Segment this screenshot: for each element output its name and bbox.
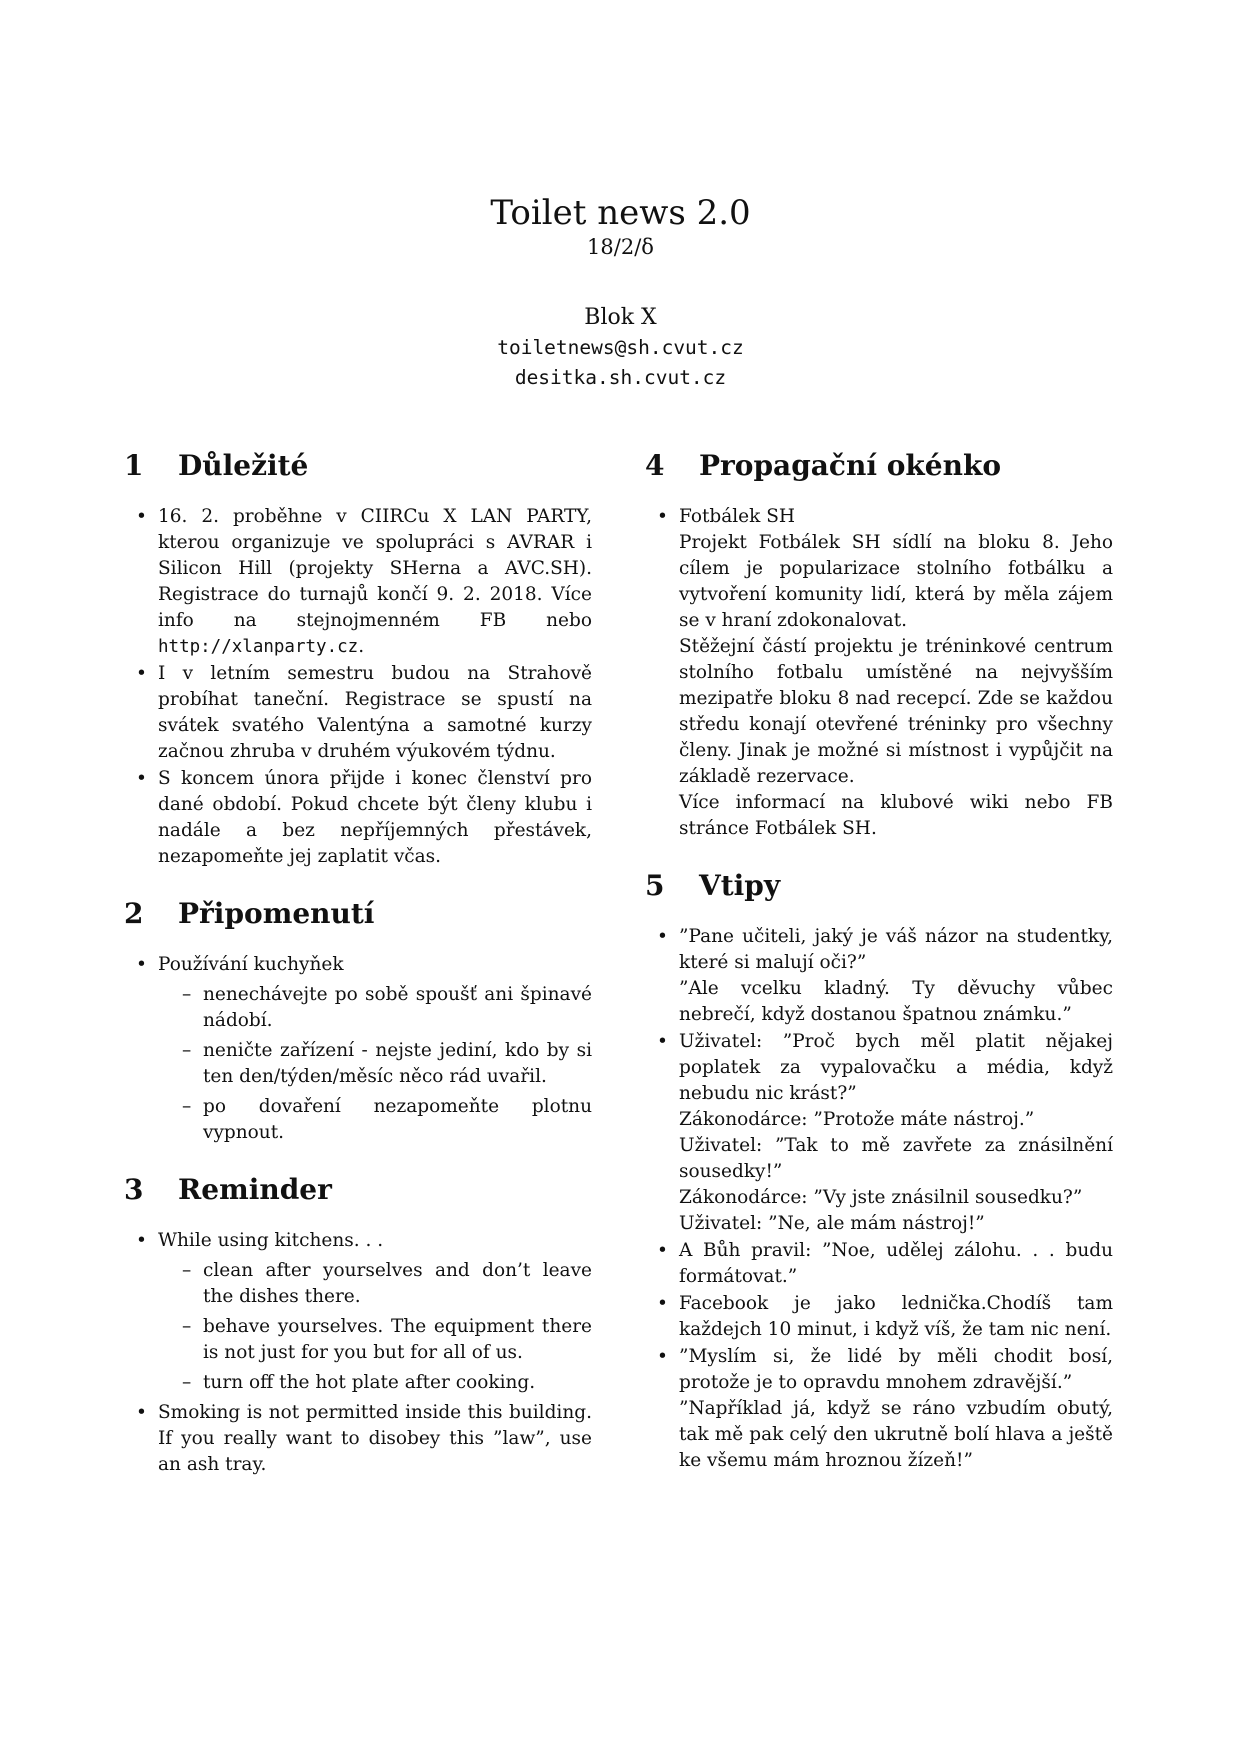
sub-item: – turn off the hot plate after cooking.: [158, 1370, 592, 1396]
list-item: [124, 661, 592, 765]
joke-line: Uživatel: ”Tak to mě zavřete za znásilnění sousedky!”: [679, 1135, 1113, 1182]
sub-item: – po dovaření nezapomeňte plotnu vypnout.: [158, 1094, 592, 1146]
section-number: 1: [124, 449, 144, 482]
joke-line: ”Ale vcelku kladný. Ty děvuchy vůbec nebrečí, když dostanou špatnou známku.”: [679, 978, 1113, 1025]
joke-line: Zákonodárce: ”Vy jste znásilnil sousedku?”: [679, 1187, 1083, 1208]
section-propagacni-okenko: [645, 448, 1113, 842]
item-list: [645, 924, 1113, 1474]
joke-line: Zákonodárce: ”Protože máte nástroj.”: [679, 1109, 1035, 1130]
author-email[interactable]: toiletnews@sh.cvut.cz: [497, 336, 744, 359]
doc-date: 18/2/δ: [587, 235, 654, 259]
item-text: Používání kuchyňek: [158, 954, 344, 975]
title-block: [0, 192, 1241, 260]
section-number: 5: [645, 869, 665, 902]
sub-item: – nenechávejte po sobě spoušť ani špinavé nádobí.: [158, 982, 592, 1034]
joke-line: Uživatel: ”Ne, ale mám nástroj!”: [679, 1213, 985, 1234]
joke-line: Facebook je jako lednička.Chodíš tam každejch 10 minut, i když víš, že tam nic není.: [679, 1293, 1113, 1340]
sub-list: [158, 982, 592, 1146]
author-name: Blok X: [584, 305, 657, 330]
joke-line: • ”Myslím si, že lidé by měli chodit bosí, protože je to opravdu mnohem zdravější.”: [679, 1346, 1113, 1393]
section-title: Vtipy: [699, 869, 781, 902]
section-number: 2: [124, 897, 144, 930]
joke-line: ”Například já, když se ráno vzbudím obutý, tak mě pak celý den ukrutně bolí hlava a ještě ke všemu mám hroznou žízeň!”: [679, 1398, 1113, 1471]
item-text: Smoking is not permitted inside this building. If you really want to disobey this ”law”, use an ash tray.: [158, 1402, 592, 1475]
joke-line: A Bůh pravil: ”Noe, udělej zálohu. . . budu formátovat.”: [679, 1240, 1113, 1287]
list-item: [124, 766, 592, 870]
list-item: [124, 1228, 592, 1396]
section-title: Důležité: [178, 449, 309, 482]
sub-item: – behave yourselves. The equipment there is not just for you but for all of us.: [158, 1314, 592, 1366]
doc-title: Toilet news 2.0: [490, 193, 751, 233]
section-reminder: [124, 1172, 592, 1478]
section-heading: [645, 448, 1113, 484]
joke-line: • Uživatel: ”Proč bych měl platit nějakej poplatek za vypalovačku a média, když nebudu nic krást?”: [679, 1031, 1113, 1104]
section-heading: [645, 868, 1113, 904]
section-number: 3: [124, 1173, 144, 1206]
item-paragraph: Projekt Fotbálek SH sídlí na bloku 8. Jeho cílem je popularizace stolního fotbálku a vytvoření komunity lidí, která by měla zájem se v hraní zdokonalovat.: [679, 532, 1113, 631]
author-block: [0, 303, 1241, 393]
item-text: I v letním semestru budou na Strahově probíhat taneční. Registrace se spustí na svátek svatého Valentýna a samotné kurzy začnou zhruba v druhém výukovém týdnu.: [158, 663, 592, 762]
sub-list: [158, 1258, 592, 1396]
item-list: [124, 952, 592, 1146]
section-heading: [124, 448, 592, 484]
section-title: Reminder: [178, 1173, 332, 1206]
item-heading: • Fotbálek SH: [679, 506, 796, 527]
item-text: S koncem února přijde i konec členství pro dané období. Pokud chcete být členy klubu i nadále a bez nepříjemných přestávek, nezapomeňte jej zaplatit včas.: [158, 768, 592, 867]
list-item: [645, 1291, 1113, 1343]
list-item: [645, 504, 1113, 842]
item-end: .: [358, 636, 365, 657]
author-web[interactable]: desitka.sh.cvut.cz: [514, 366, 727, 389]
item-text: While using kitchens. . .: [158, 1230, 384, 1251]
item-list: [124, 504, 592, 870]
section-heading: [124, 1172, 592, 1208]
item-paragraph: Více informací na klubové wiki nebo FB stránce Fotbálek SH.: [679, 792, 1113, 839]
section-pripomenuti: [124, 896, 592, 1146]
joke-line: • ”Pane učiteli, jaký je váš názor na studentky, které si malují oči?”: [679, 926, 1113, 973]
list-item: [645, 1344, 1113, 1474]
section-heading: [124, 896, 592, 932]
list-item: [645, 1029, 1113, 1237]
left-column: [124, 448, 592, 1504]
list-item: [645, 924, 1113, 1028]
right-column: [645, 448, 1113, 1500]
list-item: [645, 1238, 1113, 1290]
section-title: Propagační okénko: [699, 449, 1002, 482]
item-paragraph: Stěžejní částí projektu je tréninkové centrum stolního fotbalu umístěné na nejvyšším mezipatře bloku 8 nad recepcí. Zde se každou středu konají otevřené tréninky pro všechny členy. Jinak je možné si místnost i vypůjčit na základě rezervace.: [679, 636, 1113, 787]
section-vtipy: [645, 868, 1113, 1474]
sub-item: – neničte zařízení - nejste jediní, kdo by si ten den/týden/měsíc něco rád uvařil.: [158, 1038, 592, 1090]
item-text: 16. 2. proběhne v CIIRCu X LAN PARTY, kterou organizuje ve spolupráci s AVRAR i Silicon Hill (projekty SHerna a AVC.SH). Registrace do turnajů končí 9. 2. 2018. Více info na stejnojmenném FB nebo: [158, 506, 592, 631]
item-list: [645, 504, 1113, 842]
list-item: [124, 504, 592, 660]
section-dulezite: [124, 448, 592, 870]
section-title: Připomenutí: [178, 897, 375, 930]
list-item: [124, 1400, 592, 1478]
item-list: [124, 1228, 592, 1478]
section-number: 4: [645, 449, 665, 482]
list-item: [124, 952, 592, 1146]
xlanparty-link[interactable]: http://xlanparty.cz: [158, 637, 359, 657]
sub-item: – clean after yourselves and don’t leave the dishes there.: [158, 1258, 592, 1310]
